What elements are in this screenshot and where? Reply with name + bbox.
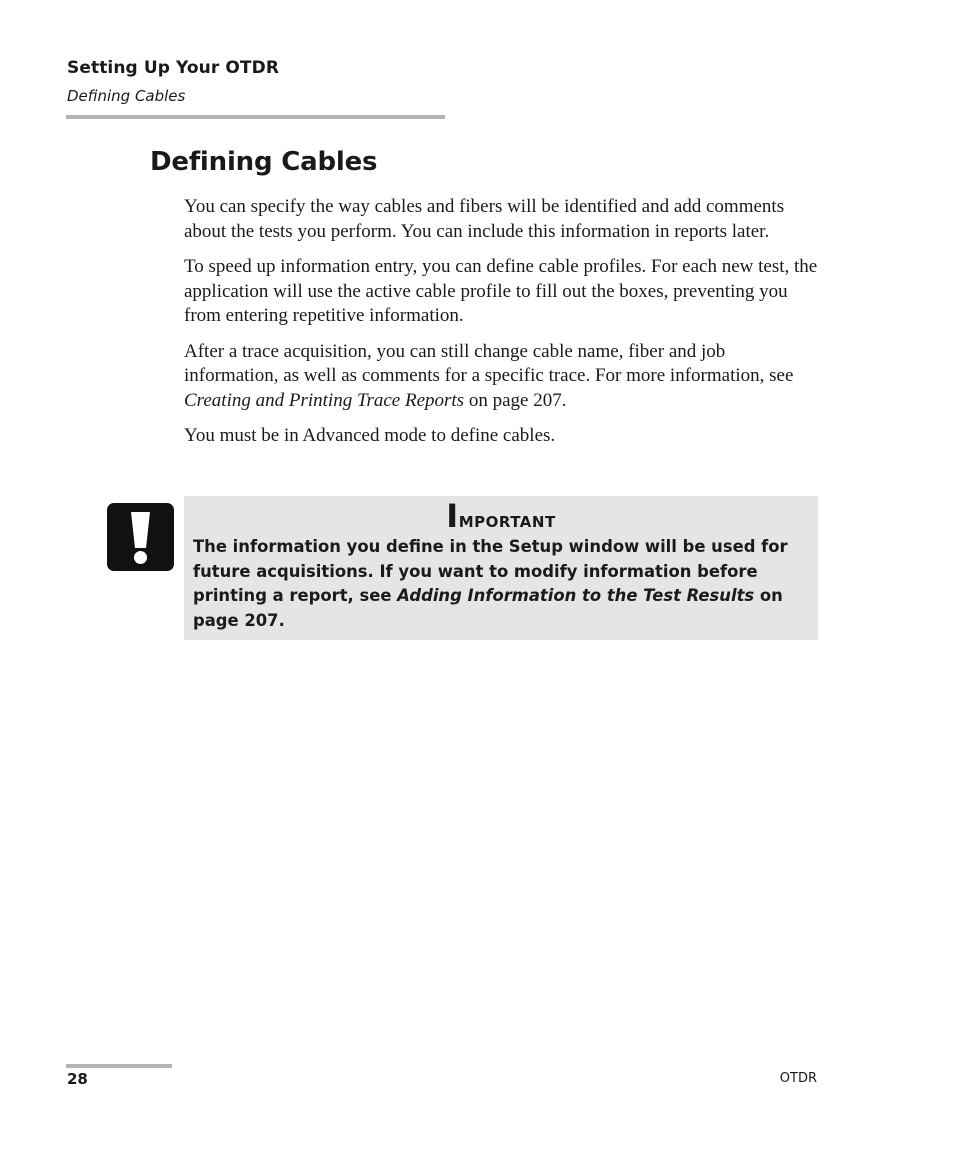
- footer-product-name: OTDR: [779, 1071, 817, 1086]
- body-text: [184, 195, 824, 460]
- important-title: [184, 498, 818, 539]
- important-text: [193, 535, 811, 633]
- page-number: 28: [67, 1070, 88, 1088]
- cross-reference-link[interactable]: Creating and Printing Trace Reports: [184, 389, 465, 411]
- important-text-after: on page 207.: [193, 586, 783, 630]
- paragraph-3: [184, 340, 824, 414]
- important-title-initial: I: [446, 497, 459, 535]
- paragraph-2: To speed up information entry, you can define cable profiles. For each new test, the application will use the active cable profile to fill out the boxes, preventing you from entering repetitive information.: [184, 256, 818, 326]
- exclamation-icon: [107, 503, 174, 571]
- paragraph-3-text-after: on page 207.: [464, 389, 567, 411]
- paragraph-3-text-before: After a trace acquisition, you can still change cable name, fiber and job information, as well as comments for a specific trace. For more information, see: [184, 340, 794, 386]
- important-text-before: The information you define in the Setup window will be used for future acquisitions. If you want to modify information before printing a report, see: [193, 537, 788, 606]
- running-chapter-title: Setting Up Your OTDR: [67, 58, 280, 78]
- running-header: [67, 57, 445, 106]
- header-rule: [66, 115, 445, 119]
- important-title-rest: mportant: [458, 508, 556, 533]
- footer-rule: [66, 1064, 172, 1068]
- paragraph-4: You must be in Advanced mode to define cables.: [184, 425, 556, 446]
- section-title: Defining Cables: [150, 147, 378, 177]
- important-notice: [184, 496, 818, 640]
- paragraph-1: You can specify the way cables and fibers will be identified and add comments about the tests you perform. You can include this information in reports later.: [184, 196, 785, 242]
- running-section-title: Defining Cables: [67, 87, 186, 105]
- important-cross-reference-link[interactable]: Adding Information to the Test Results: [397, 586, 755, 606]
